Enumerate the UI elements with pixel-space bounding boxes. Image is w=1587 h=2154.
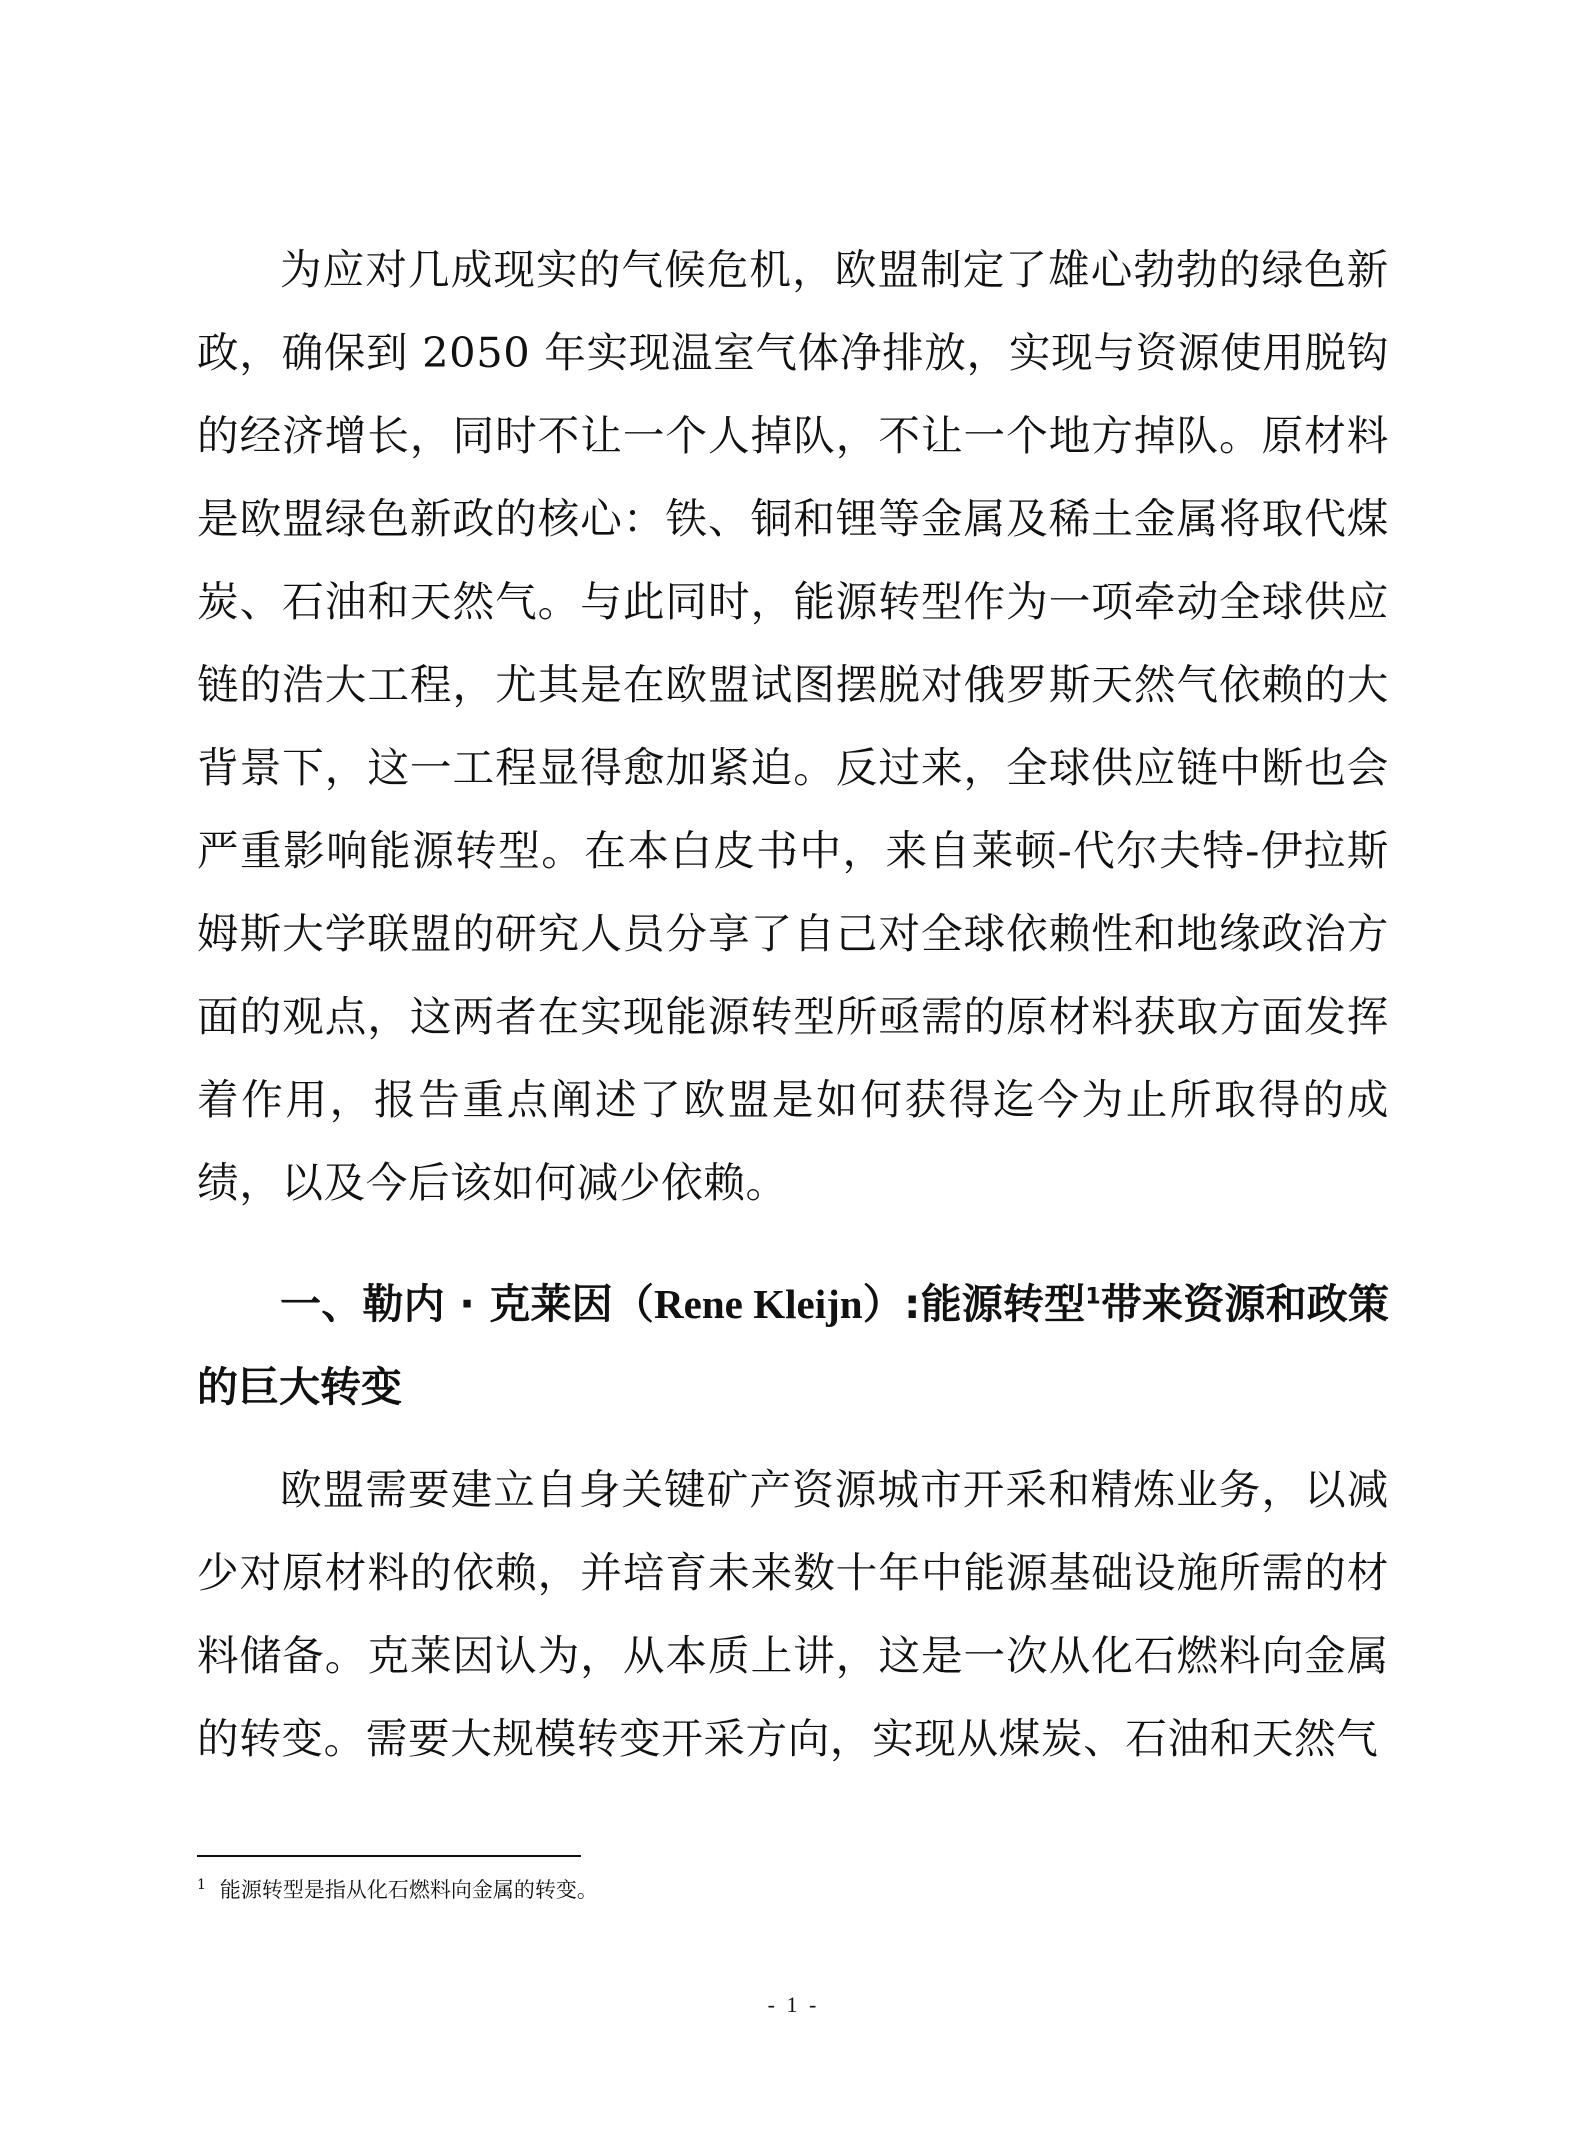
page-number: - 1 - xyxy=(767,1992,820,2017)
footnote xyxy=(197,1870,1389,1905)
footnote-reference[interactable]: 1 xyxy=(1085,1284,1101,1310)
heading-latin-name: Rene Kleijn xyxy=(654,1281,863,1327)
heading-text-part1: 一、勒内 · 克莱因（ xyxy=(280,1280,655,1328)
footnote-mark: 1 xyxy=(197,1877,206,1893)
body-paragraph: 欧盟需要建立自身关键矿产资源城市开采和精炼业务，以减少对原材料的依赖，并培育未来数十年中能源基础设施所需的材料储备。克莱因认为，从本质上讲，这是一次从化石燃料向金属的转变。需要大规模转变开采方向，实现从煤炭、石油和天然气 xyxy=(197,1465,1389,1763)
footnote-divider xyxy=(197,1855,581,1857)
intro-paragraph: 为应对几成现实的气候危机，欧盟制定了雄心勃勃的绿色新政，确保到 2050 年实现温室气体净排放，实现与资源使用脱钩的经济增长，同时不让一个人掉队，不让一个地方掉队。原材料是欧盟绿色新政的核心：铁、铜和锂等金属及稀土金属将取代煤炭、石油和天然气。与此同时，能源转型作为一项牵动全球供应链的浩大工程，尤其是在欧盟试图摆脱对俄罗斯天然气依赖的大背景下，这一工程显得愈加紧迫。反过来，全球供应链中断也会严重影响能源转型。在本白皮书中，来自莱顿-代尔夫特-伊拉斯姆斯大学联盟的研究人员分享了自己对全球依赖性和地缘政治方面的观点，这两者在实现能源转型所亟需的原材料获取方面发挥着作用，报告重点阐述了欧盟是如何获得迄今为止所取得的成绩，以及今后该如何减少依赖。 xyxy=(197,245,1389,1207)
section-heading xyxy=(197,1263,1389,1429)
heading-text-part3: 带来资源和政策的巨大转变 xyxy=(197,1280,1389,1411)
footnote-text: 能源转型是指从化石燃料向金属的转变。 xyxy=(219,1878,598,1902)
heading-text-part2: ）:能源转型 xyxy=(862,1280,1086,1328)
